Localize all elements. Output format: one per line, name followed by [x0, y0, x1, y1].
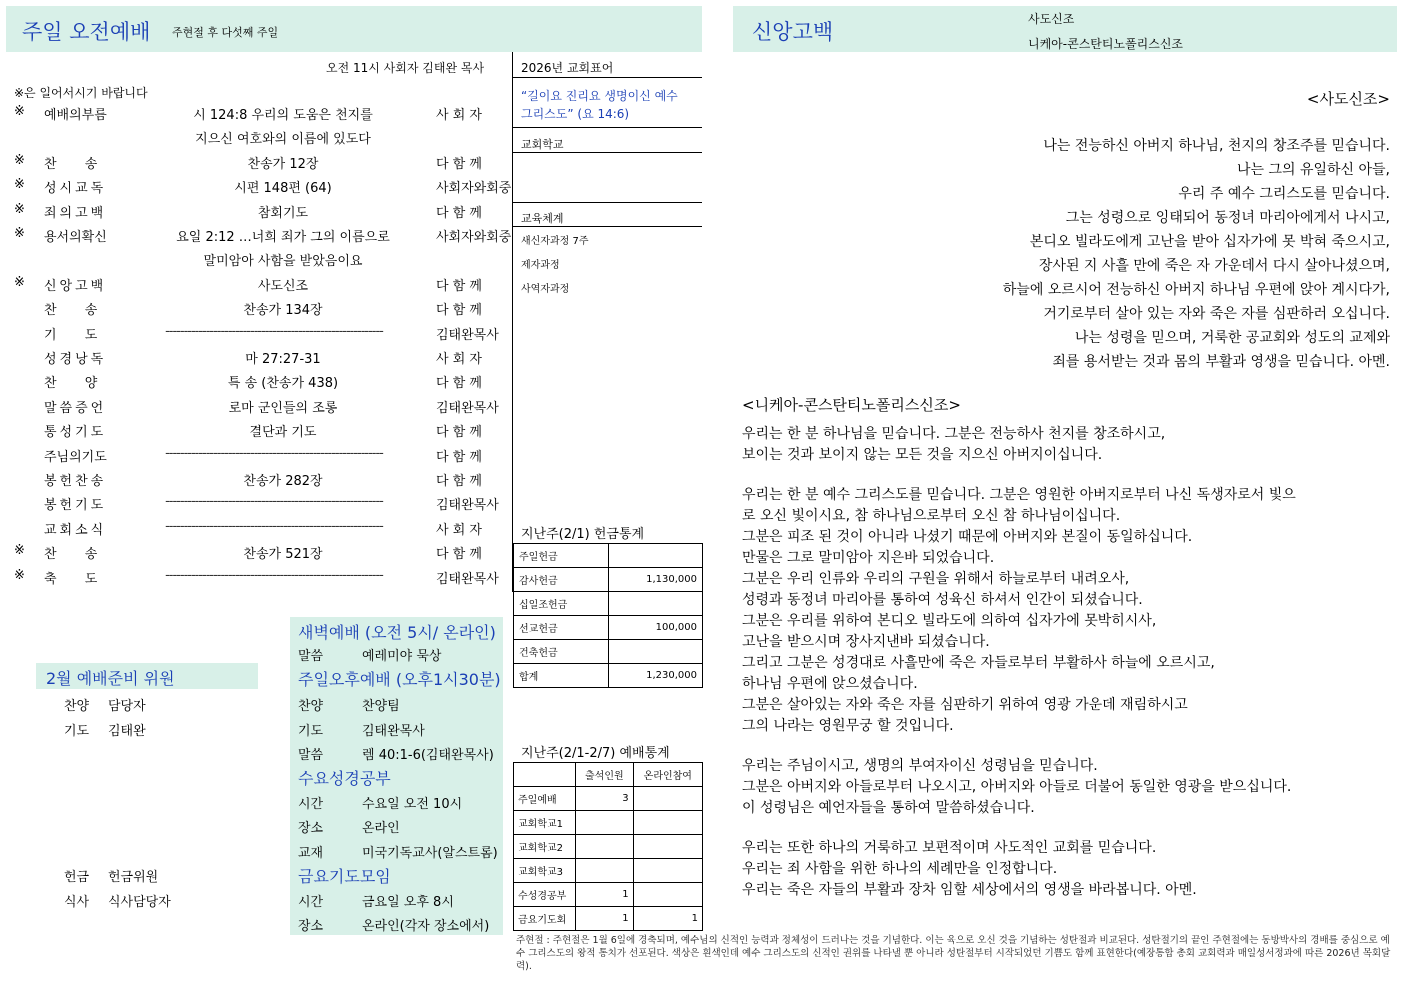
order-item-name: 죄의고백 [44, 205, 107, 221]
attendance-count: 1 [633, 907, 702, 931]
attendance-row [514, 787, 703, 811]
wed-key: 시간 [298, 797, 324, 812]
wed-value: 온라인 [362, 821, 400, 836]
pm-key: 찬양 [298, 699, 324, 714]
attendance-count: 1 [576, 883, 634, 907]
leader-dashes: ----------------------------------------------------------- [165, 567, 383, 583]
leader-dashes: ----------------------------------------------------------- [165, 518, 383, 534]
creed-line: 그분은 아버지와 아들로부터 나오시고, 아버지와 아들로 더불어 동일한 영광을 받으십니다. [742, 779, 1292, 795]
creed-line: 그의 나라는 영원무궁 할 것입니다. [742, 718, 954, 734]
creed-line: 우리는 한 분 하나님을 믿습니다. 그분은 전능하사 천지를 창조하시고, [742, 426, 1166, 442]
paragraph-gap [742, 466, 1392, 485]
order-item-name: 교회소식 [44, 522, 107, 538]
paragraph-gap [742, 737, 1392, 756]
attendance-row [514, 811, 703, 835]
order-item-content: 시 124:8 우리의 도움은 천지를 [193, 108, 373, 123]
creed-line: 이 성령님은 예언자들을 통하여 말씀하셨습니다. [742, 800, 1035, 816]
offering-row [514, 664, 703, 688]
pm-value: 렘 40:1-6(김태완목사) [362, 748, 494, 763]
order-row [0, 275, 510, 299]
order-row [0, 104, 510, 128]
service-time: 오전 11시 사회자 김태완 목사 [326, 61, 485, 75]
order-row [0, 421, 510, 445]
creed-line: 우리는 죄 사함을 위한 하나의 세례만을 인정합니다. [742, 861, 1058, 877]
sidebar-rule [513, 202, 702, 203]
creed-line: 나는 그의 유일하신 아들, [1236, 162, 1390, 178]
order-item-content: 지으신 여호와의 이름에 있도다 [195, 132, 371, 148]
stand-mark: ※ [14, 274, 25, 290]
offering-row [514, 616, 703, 640]
dawn-title: 새벽예배 (오전 5시/ 온라인) [298, 623, 496, 642]
sidebar-rule [513, 127, 702, 128]
creed-line: 하나님 우편에 앉으셨습니다. [742, 676, 918, 692]
attendance-count: 3 [576, 787, 634, 811]
order-row [0, 226, 510, 250]
offering-row [514, 640, 703, 664]
creed-line: 보이는 것과 보이지 않는 모든 것을 지으신 아버지이십니다. [742, 447, 1103, 463]
order-item-content: 특 송 (찬송가 438) [227, 376, 339, 392]
committee-title: 2월 예배준비 위원 [46, 669, 175, 688]
order-item-name: 용서의확신 [44, 230, 107, 245]
stand-mark: ※ [14, 104, 25, 119]
attendance-col: 온라인참여 [633, 763, 702, 787]
order-item-name: 봉헌기도 [44, 498, 107, 514]
order-item-person: 다 함 께 [436, 425, 482, 441]
course-item: 새신자과정 7주 [521, 236, 589, 247]
attendance-label: 금요기도회 [514, 907, 576, 931]
order-item-content: 찬송가 12장 [247, 156, 319, 172]
apostles-creed [1003, 134, 1390, 374]
order-item-person: 김태완목사 [436, 327, 499, 343]
order-divider [512, 52, 513, 592]
attendance-row [514, 883, 703, 907]
wed-key: 장소 [298, 821, 324, 836]
order-item-person: 사회자와회중 [436, 230, 512, 245]
attendance-row [514, 907, 703, 931]
footnote-label: 주현절 : [516, 935, 550, 946]
attendance-count [633, 787, 702, 811]
committee-value: 헌금위원 [108, 870, 159, 885]
order-row [0, 568, 510, 592]
order-row [0, 177, 510, 201]
offering-label: 합계 [514, 664, 609, 688]
creed-line: 그분은 피조 된 것이 아니라 나셨기 때문에 아버지와 본질이 동일하십니다. [742, 529, 1193, 545]
sidebar-rule [513, 226, 702, 227]
stand-mark: ※ [14, 201, 25, 217]
attendance-count: 1 [576, 907, 634, 931]
order-item-person: 다 함 께 [436, 205, 482, 221]
stand-mark: ※ [14, 152, 25, 168]
attendance-title: 지난주(2/1-2/7) 예배통계 [521, 746, 670, 761]
order-item-name: 말씀증언 [44, 400, 107, 416]
order-item-content: 말미암아 사함을 받았음이요 [203, 254, 363, 270]
leader-dashes: ----------------------------------------------------------- [165, 494, 383, 510]
pm-value: 찬양팀 [362, 699, 400, 714]
order-item-name: 찬 송 [44, 303, 110, 319]
page-title: 주일 오전예배 [22, 20, 151, 44]
creed-line: 거기로부터 살아 있는 자와 죽은 자를 심판하러 오십니다. [1043, 306, 1390, 322]
order-item-name: 기 도 [44, 327, 110, 343]
nicene-creed [742, 424, 1392, 901]
committee-key: 기도 [64, 724, 90, 739]
order-item-person: 다 함 께 [436, 156, 482, 172]
creed-line: 성령과 동정녀 마리아를 통하여 성육신 하셔서 인간이 되셨습니다. [742, 592, 1143, 608]
fri-value: 금요일 오후 8시 [362, 895, 454, 910]
creed-line: 나는 전능하신 아버지 하나님, 천지의 창조주를 믿습니다. [1043, 138, 1390, 154]
page-subtitle: 주현절 후 다섯째 주일 [172, 26, 279, 39]
year-motto-line1: “길이요 진리요 생명이신 예수 [521, 89, 678, 103]
order-row [0, 348, 510, 372]
fri-value: 온라인(각자 장소에서) [362, 919, 490, 934]
attendance-table [513, 762, 703, 931]
committee-key: 찬양 [64, 699, 90, 714]
apostles-heading: <사도신조> [1306, 90, 1390, 108]
creed-line: 고난을 받으시며 장사지낸바 되셨습니다. [742, 634, 990, 650]
order-item-name: 예배의부름 [44, 108, 107, 123]
order-item-person: 김태완목사 [436, 571, 499, 587]
order-item-person: 다 함 께 [436, 449, 482, 465]
attendance-row [514, 835, 703, 859]
stand-note: ※은 일어서시기 바랍니다 [14, 86, 148, 100]
attendance-label: 주일예배 [514, 787, 576, 811]
course-item: 제자과정 [521, 260, 560, 271]
order-item-person: 사 회 자 [436, 522, 482, 538]
order-row [0, 372, 510, 396]
pm-key: 기도 [298, 724, 324, 739]
offering-row [514, 568, 703, 592]
order-item-person: 다 함 께 [436, 303, 482, 319]
order-row [0, 128, 510, 152]
order-item-content: 참회기도 [257, 205, 309, 221]
attendance-label: 교회학교3 [514, 859, 576, 883]
fri-prayer-title: 금요기도모임 [298, 867, 391, 886]
sidebar-rule [513, 77, 702, 78]
order-row [0, 250, 510, 274]
order-row [0, 299, 510, 323]
leader-dashes: ----------------------------------------------------------- [165, 323, 383, 339]
order-item-person: 사 회 자 [436, 108, 482, 123]
creed-line: 그분은 살아있는 자와 죽은 자를 심판하기 위하여 영광 가운데 재림하시고 [742, 697, 1188, 713]
order-item-content: 로마 군인들의 조롱 [228, 400, 338, 416]
attendance-header [514, 763, 703, 787]
order-item-name: 신앙고백 [44, 278, 107, 294]
wed-study-title: 수요성경공부 [298, 769, 391, 788]
order-item-name: 성경낭독 [44, 352, 107, 367]
offering-amount [609, 544, 703, 568]
fri-key: 장소 [298, 919, 324, 934]
attendance-count [576, 835, 634, 859]
attendance-count [576, 811, 634, 835]
offering-title: 지난주(2/1) 헌금통계 [521, 527, 645, 542]
offering-row [514, 544, 703, 568]
order-item-content: 시편 148편 (64) [234, 181, 332, 197]
creed-sub: 니케아-콘스탄티노폴리스신조 [1028, 37, 1184, 51]
order-item-person: 다 함 께 [436, 376, 482, 392]
stand-mark: ※ [14, 543, 25, 559]
order-row [0, 324, 510, 348]
order-item-name: 성시교독 [44, 181, 107, 197]
dawn-key: 말씀 [298, 649, 324, 664]
offering-label: 주일헌금 [514, 544, 609, 568]
wed-key: 교재 [298, 846, 324, 861]
attendance-count [633, 883, 702, 907]
creed-line: 그리고 그분은 성경대로 사흘만에 죽은 자들로부터 부활하사 하늘에 오르시고, [742, 655, 1215, 671]
order-item-name: 주님의기도 [44, 449, 107, 465]
order-row [0, 494, 510, 518]
offering-label: 건축헌금 [514, 640, 609, 664]
church-school-label: 교회학교 [521, 138, 564, 151]
order-item-name: 찬 양 [44, 376, 110, 392]
creed-sub: 사도신조 [1028, 12, 1075, 26]
attendance-count [633, 835, 702, 859]
creed-line: 우리는 주님이시고, 생명의 부여자이신 성령님을 믿습니다. [742, 758, 1098, 774]
offering-label: 감사헌금 [514, 568, 609, 592]
leader-dashes: ----------------------------------------------------------- [165, 445, 383, 461]
nicene-heading: <니케아-콘스탄티노폴리스신조> [742, 396, 961, 414]
education-label: 교육체계 [521, 212, 564, 225]
creed-line: 본디오 빌라도에게 고난을 받아 십자가에 못 박혀 죽으시고, [1029, 234, 1390, 250]
paragraph-gap [742, 819, 1392, 838]
offering-amount: 100,000 [609, 616, 703, 640]
wed-value: 수요일 오전 10시 [362, 797, 463, 812]
wed-value: 미국기독교사(알스트롬) [362, 846, 498, 861]
creed-line: 우리는 또한 하나의 거룩하고 보편적이며 사도적인 교회를 믿습니다. [742, 840, 1157, 856]
stand-mark: ※ [14, 226, 25, 241]
creed-title: 신앙고백 [752, 20, 834, 44]
offering-amount: 1,230,000 [609, 664, 703, 688]
attendance-count [576, 859, 634, 883]
creed-line: 하늘에 오르시어 전능하신 아버지 하나님 우편에 앉아 계시다가, [1002, 282, 1390, 298]
order-item-content: 찬송가 521장 [243, 547, 323, 563]
creed-line: 그는 성령으로 잉태되어 동정녀 마리아에게서 나시고, [1065, 210, 1390, 226]
offering-amount [609, 640, 703, 664]
order-row [0, 519, 510, 543]
offering-amount [609, 592, 703, 616]
order-row [0, 397, 510, 421]
committee-value: 김태완 [108, 724, 146, 739]
order-item-person: 다 함 께 [436, 547, 482, 563]
order-item-person: 김태완목사 [436, 498, 499, 514]
order-of-service [0, 104, 512, 594]
order-item-content: 찬송가 282장 [243, 474, 323, 489]
order-item-name: 찬 송 [44, 547, 110, 563]
dawn-value: 예레미야 묵상 [362, 649, 442, 664]
offering-table [513, 543, 703, 688]
offering-label: 선교헌금 [514, 616, 609, 640]
order-item-person: 다 함 께 [436, 474, 482, 489]
order-item-content: 요일 2:12 …너희 죄가 그의 이름으로 [176, 230, 390, 245]
year-motto-title: 2026년 교회표어 [521, 61, 614, 75]
committee-value: 식사담당자 [108, 895, 171, 910]
order-item-content: 찬송가 134장 [243, 303, 323, 319]
order-item-person: 사 회 자 [436, 352, 482, 367]
stand-mark: ※ [14, 567, 25, 583]
order-item-content: 사도신조 [257, 278, 309, 294]
course-item: 사역자과정 [521, 284, 570, 295]
stand-mark: ※ [14, 177, 25, 193]
order-row [0, 446, 510, 470]
committee-key: 식사 [64, 895, 90, 910]
committee-value: 담당자 [108, 699, 146, 714]
order-row [0, 202, 510, 226]
attendance-row [514, 859, 703, 883]
order-row [0, 153, 510, 177]
creed-line: 만물은 그로 말미암아 지은바 되었습니다. [742, 550, 995, 566]
attendance-label: 수성경공부 [514, 883, 576, 907]
sidebar-rule [513, 152, 702, 153]
attendance-col: 출석인원 [576, 763, 634, 787]
order-item-name: 축 도 [44, 571, 110, 587]
creed-line: 나는 성령을 믿으며, 거룩한 공교회와 성도의 교제와 [1074, 330, 1390, 346]
pm-service-title: 주일오후예배 (오후1시30분) [298, 670, 501, 689]
order-item-name: 찬 송 [44, 156, 110, 172]
footnote-text: 주현절은 1월 6일에 경축되며, 예수님의 신적인 능력과 정체성이 드러나는 것을 기념한다. 이는 육으로 오신 것을 기념하는 성탄절과 비교된다. 성탄절기의 끝인 주현절에는 동방박사의 경배를 중심으로 예수 그리스도의 왕적 통치가 선포된다. 색상은 흰색인데 예수 그리스도의 신적인 권위를 나타낼 뿐 아니라 성탄절부터 시작되었던 기쁨도 함께 표현한다(예장통합 총회 교회력과 매일성서정과에 따른 2026년 목회달력). [516, 935, 1391, 972]
order-item-person: 사회자와회중 [436, 181, 512, 197]
creed-line: 그분은 우리를 위하여 본디오 빌라도에 의하여 십자가에 못박히시사, [742, 613, 1157, 629]
order-item-content: 결단과 기도 [249, 425, 317, 441]
fri-key: 시간 [298, 895, 324, 910]
order-item-name: 봉헌찬송 [44, 474, 107, 489]
attendance-label: 교회학교2 [514, 835, 576, 859]
attendance-count [633, 859, 702, 883]
year-motto-line2: 그리스도” (요 14:6) [521, 107, 630, 121]
pm-key: 말씀 [298, 748, 324, 763]
order-row [0, 543, 510, 567]
offering-label: 십일조헌금 [514, 592, 609, 616]
order-row [0, 470, 510, 494]
committee-key: 헌금 [64, 870, 90, 885]
offering-row [514, 592, 703, 616]
order-item-person: 다 함 께 [436, 278, 482, 294]
creed-line: 로 오신 빛이시요, 참 하나님으로부터 오신 참 하나님이십니다. [742, 508, 1121, 524]
footnote [516, 934, 1392, 973]
order-item-name: 통성기도 [44, 425, 107, 441]
attendance-label: 교회학교1 [514, 811, 576, 835]
creed-line: 우리는 죽은 자들의 부활과 장차 임할 세상에서의 영생을 바라봅니다. 아멘. [742, 882, 1197, 898]
order-item-content: 마 27:27-31 [245, 352, 321, 367]
creed-line: 우리 주 예수 그리스도를 믿습니다. [1178, 186, 1390, 202]
creed-line: 장사된 지 사흘 만에 죽은 자 가운데서 다시 살아나셨으며, [1038, 258, 1390, 274]
creed-line: 우리는 한 분 예수 그리스도를 믿습니다. 그분은 영원한 아버지로부터 나신 독생자로서 빛으 [742, 487, 1296, 503]
pm-value: 김태완목사 [362, 724, 425, 739]
order-item-person: 김태완목사 [436, 400, 499, 416]
offering-amount: 1,130,000 [609, 568, 703, 592]
attendance-corner [514, 763, 576, 787]
creed-line: 죄를 용서받는 것과 몸의 부활과 영생을 믿습니다. 아멘. [1052, 354, 1390, 370]
attendance-count [633, 811, 702, 835]
creed-line: 그분은 우리 인류와 우리의 구원을 위해서 하늘로부터 내려오사, [742, 571, 1130, 587]
